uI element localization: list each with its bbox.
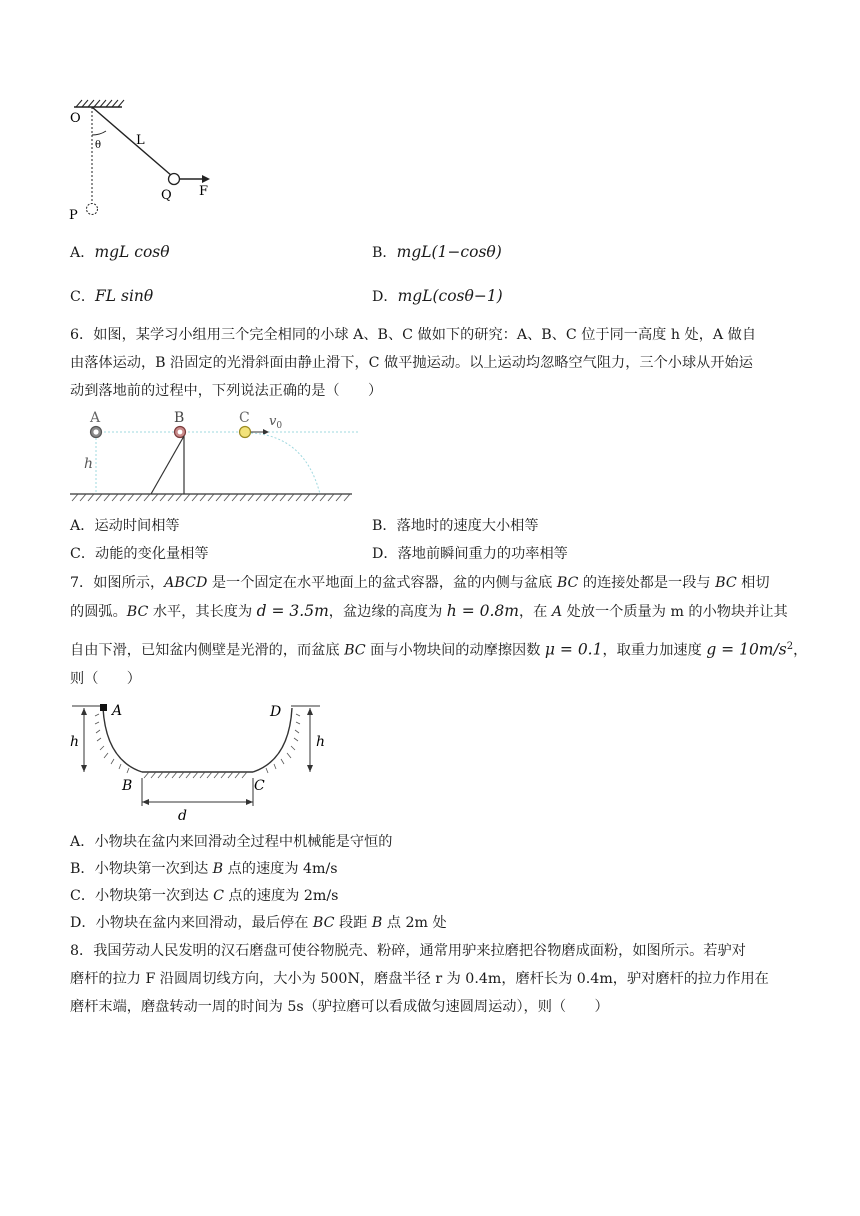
q5-option-b[interactable]: B．mgL(1−cosθ) <box>372 243 502 261</box>
q6-line-1: 6．如图，某学习小组用三个完全相同的小球 A、B、C 做如下的研究：A、B、C 位于同一高度 h 处，A 做自 <box>70 327 757 343</box>
q6-line-2: 由落体运动，B 沿固定的光滑斜面由静止滑下，C 做平抛运动。以上运动均忽略空气阻力，三个小球从开始运 <box>70 355 753 371</box>
q6-option-b[interactable]: B．落地时的速度大小相等 <box>372 518 539 534</box>
label-L: L <box>136 133 145 148</box>
label-point-c: C <box>254 778 265 794</box>
label-h-right: h <box>316 734 326 750</box>
label-v0: $v_0$ <box>269 414 283 431</box>
label-d: d <box>178 808 187 824</box>
label-Q: Q <box>161 188 172 203</box>
label-ball-a: A <box>90 410 101 426</box>
q6-option-a[interactable]: A．运动时间相等 <box>70 518 180 534</box>
label-point-d: D <box>270 704 282 720</box>
q7-line-1: 7．如图所示，ABCD 是一个固定在水平地面上的盆式容器，盆的内侧与盆底 BC 的连接处都是一段与 BC 相切 <box>70 575 770 591</box>
q5-option-a[interactable]: A．mgL cosθ <box>70 243 170 261</box>
label-ball-b: B <box>174 410 185 426</box>
q7-option-b[interactable]: B．小物块第一次到达 B 点的速度为 4m/s <box>70 861 338 877</box>
q5-option-d[interactable]: D．mgL(cosθ−1) <box>372 287 503 305</box>
q8-line-3: 磨杆末端，磨盘转动一周的时间为 5s（驴拉磨可以看成做匀速圆周运动），则（ ） <box>70 999 609 1015</box>
three-balls-figure <box>70 408 360 504</box>
q5-option-c[interactable]: C．FL sinθ <box>70 287 154 305</box>
label-h-left: h <box>70 734 80 750</box>
q7-line-4: 则（ ） <box>70 671 141 687</box>
q7-line-2: 的圆弧。BC 水平，其长度为 d = 3.5m，盆边缘的高度为 h = 0.8m，在 A 处放一个质量为 m 的小物块并让其 <box>70 602 788 620</box>
label-P: P <box>69 208 78 223</box>
label-F: F <box>199 184 209 199</box>
label-point-b: B <box>122 778 133 794</box>
q7-option-c[interactable]: C．小物块第一次到达 C 点的速度为 2m/s <box>70 888 339 904</box>
label-ball-c: C <box>239 410 250 426</box>
q8-line-1: 8．我国劳动人民发明的汉石磨盘可使谷物脱壳、粉碎，通常用驴来拉磨把谷物磨成面粉，如图所示。若驴对 <box>70 943 746 959</box>
q7-option-a[interactable]: A．小物块在盆内来回滑动全过程中机械能是守恒的 <box>70 834 393 850</box>
basin-figure <box>70 700 330 822</box>
pendulum-figure <box>60 95 230 225</box>
label-theta: θ <box>95 140 102 151</box>
label-h: h <box>84 456 94 472</box>
label-point-a: A <box>112 703 123 719</box>
q6-line-3: 动到落地前的过程中，下列说法正确的是（ ） <box>70 383 383 399</box>
q8-line-2: 磨杆的拉力 F 沿圆周切线方向，大小为 500N，磨盘半径 r 为 0.4m，磨杆长为 0.4m，驴对磨杆的拉力作用在 <box>70 971 769 987</box>
q6-option-c[interactable]: C．动能的变化量相等 <box>70 546 209 562</box>
q6-option-d[interactable]: D．落地前瞬间重力的功率相等 <box>372 546 568 562</box>
label-O: O <box>70 111 81 126</box>
q7-line-3: 自由下滑，已知盆内侧壁是光滑的，而盆底 BC 面与小物块间的动摩擦因数 μ = 0.1，取重力加速度 $g = 10m/s^2$， <box>70 640 808 659</box>
q7-option-d[interactable]: D．小物块在盆内来回滑动，最后停在 BC 段距 B 点 2m 处 <box>70 915 447 931</box>
